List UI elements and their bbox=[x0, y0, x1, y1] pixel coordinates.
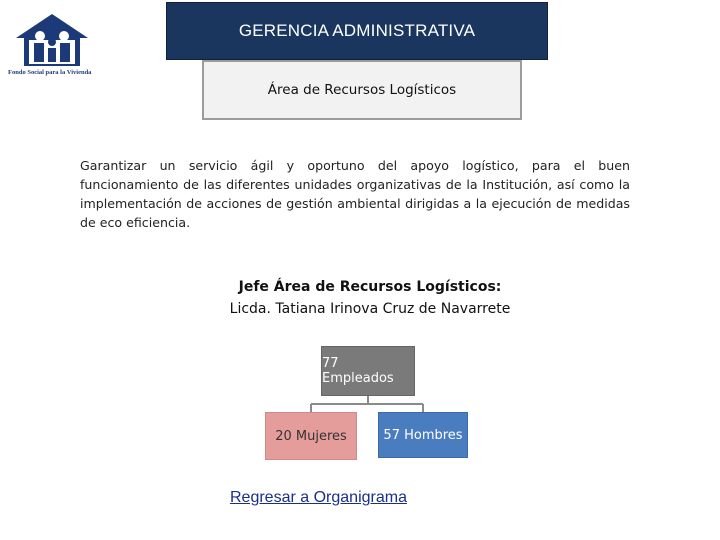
women-label: 20 Mujeres bbox=[275, 428, 347, 444]
chief-block bbox=[140, 276, 600, 320]
women-node bbox=[265, 412, 357, 460]
section-title-text: Área de Recursos Logísticos bbox=[267, 82, 457, 98]
section-title bbox=[202, 60, 522, 120]
page-title: GERENCIA ADMINISTRATIVA bbox=[166, 2, 548, 60]
logo bbox=[8, 12, 96, 78]
total-employees-node bbox=[321, 346, 415, 396]
chief-title: Jefe Área de Recursos Logísticos: bbox=[238, 279, 502, 295]
house-family-icon bbox=[12, 12, 92, 68]
logo-caption: Fondo Social para la Vivienda bbox=[8, 69, 92, 76]
total-employees-label: 77 Empleados bbox=[322, 356, 394, 386]
chief-name: Licda. Tatiana Irinova Cruz de Navarrete bbox=[229, 301, 511, 317]
men-node bbox=[378, 412, 468, 458]
description-text: Garantizar un servicio ágil y oportuno del apoyo logístico, para el buen funcionamiento de las diferentes unidades organizativas de la Institución, así como la implementación de acciones de gestión ambiental dirigidas a la ejecución de medidas de eco eficiencia. bbox=[80, 158, 630, 230]
men-label: 57 Hombres bbox=[383, 427, 463, 443]
back-to-org-chart-link[interactable]: Regresar a Organigrama bbox=[230, 489, 407, 506]
